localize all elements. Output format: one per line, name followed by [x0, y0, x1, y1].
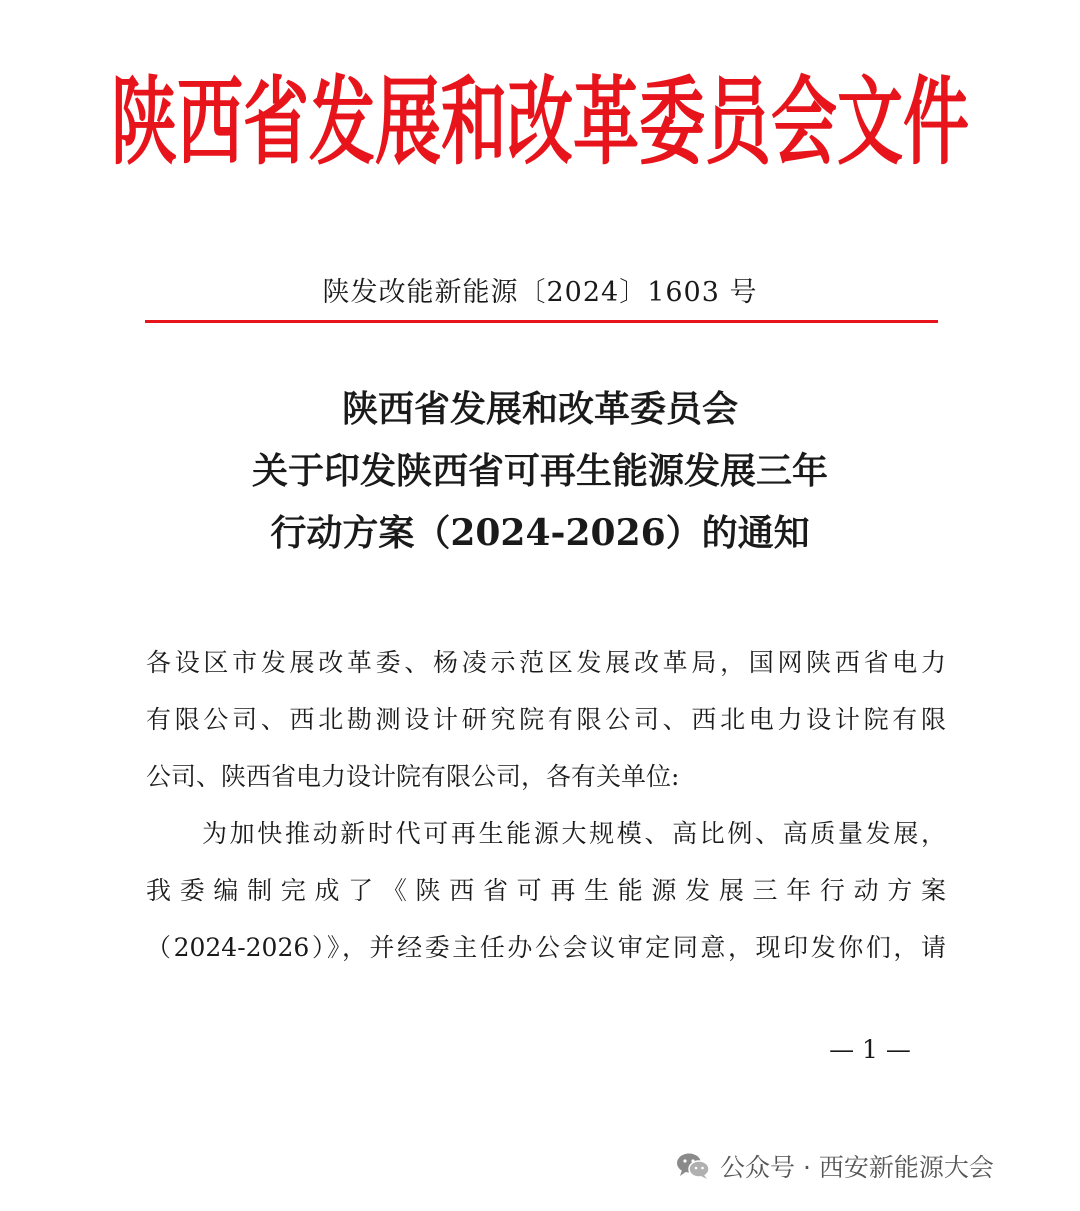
title-line: 行动方案（2024-2026）的通知	[270, 512, 810, 554]
paragraph-line: （2024-2026）》，并经委主任办公会议审定同意，现印发你们，请	[146, 933, 946, 962]
wechat-watermark	[676, 1146, 994, 1186]
document-number: 陕发改能新能源〔2024〕1603 号	[322, 277, 758, 308]
paragraph-line: 为加快推动新时代可再生能源大规模、高比例、高质量发展，	[202, 819, 946, 848]
title-line: 陕西省发展和改革委员会	[341, 388, 738, 430]
paragraph-line: 我委编制完成了《陕西省可再生能源发展三年行动方案	[146, 876, 946, 905]
addressee-line: 有限公司、西北勘测设计研究院有限公司、西北电力设计院有限	[146, 705, 946, 734]
addressee-line: 各设区市发展改革委、杨凌示范区发展改革局，国网陕西省电力	[146, 648, 946, 677]
document-masthead: 陕西省发展和改革委员会文件	[111, 65, 969, 178]
wechat-icon	[676, 1152, 710, 1180]
document-body	[146, 634, 946, 976]
page-number: — 1 —	[829, 1035, 911, 1064]
addressee-line: 公司、陕西省电力设计院有限公司，各有关单位:	[146, 762, 680, 791]
title-line: 关于印发陕西省可再生能源发展三年	[251, 450, 828, 492]
red-divider-line	[145, 320, 938, 323]
document-title	[150, 378, 930, 564]
watermark-text: 公众号 · 西安新能源大会	[720, 1153, 994, 1182]
